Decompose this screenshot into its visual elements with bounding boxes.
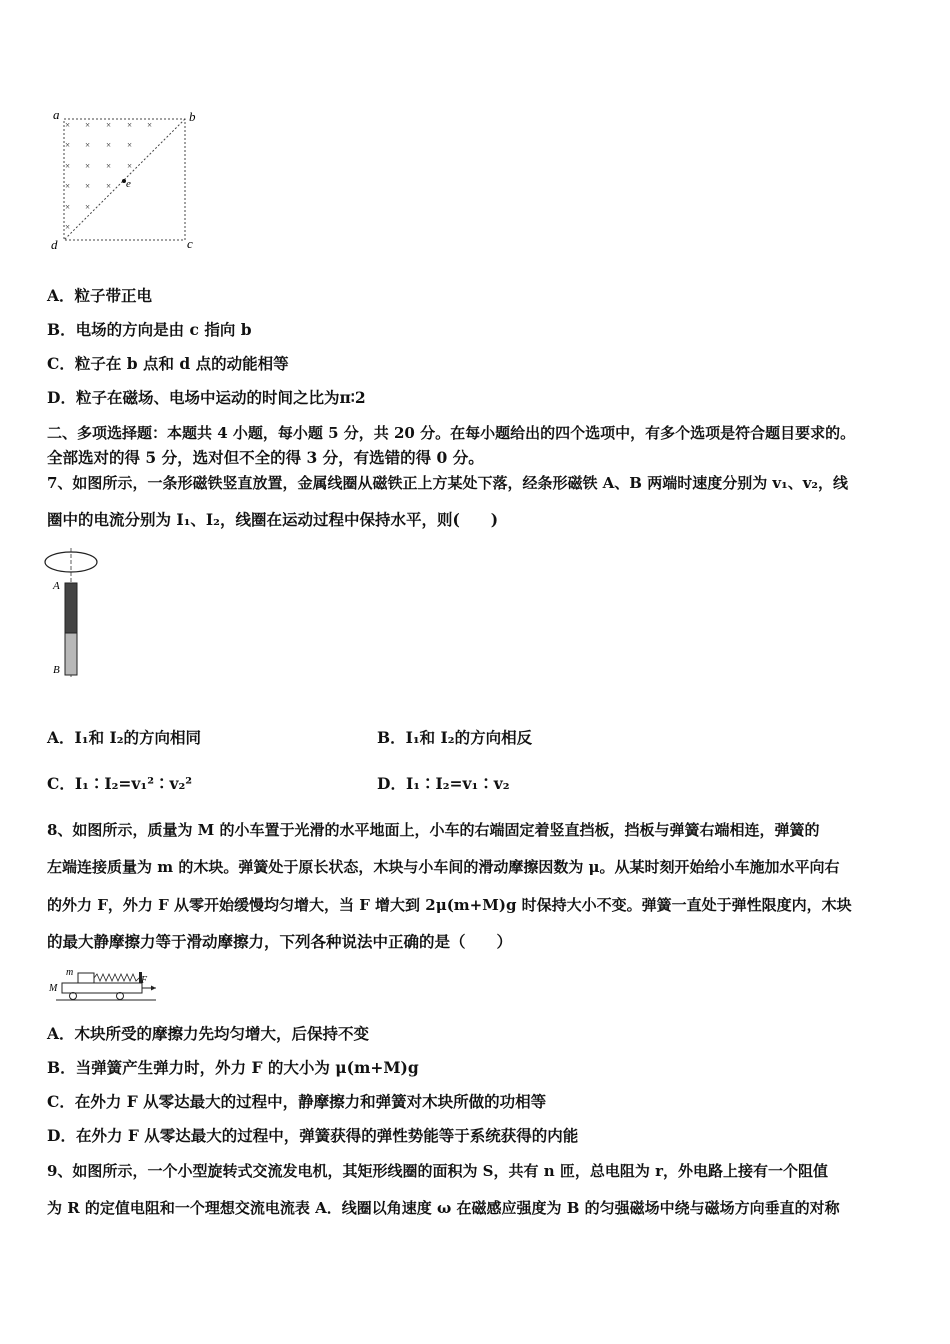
svg-text:×: × bbox=[65, 161, 71, 171]
svg-text:×: × bbox=[127, 140, 133, 150]
label-M: M bbox=[49, 983, 58, 994]
q9-stem-line1: 9、如图所示，一个小型旋转式交流发电机，其矩形线圈的面积为 S，共有 n 匝，总电阻为 r，外电路上接有一个阻值 bbox=[47, 1162, 828, 1180]
magnet-end-b bbox=[65, 633, 77, 675]
section2-heading-line2: 全部选对的得 5 分，选对但不全的得 3 分，有选错的得 0 分。 bbox=[47, 448, 484, 467]
label-B: B bbox=[53, 664, 60, 676]
svg-text:×: × bbox=[127, 161, 133, 171]
q6-option-c: C．粒子在 b 点和 d 点的动能相等 bbox=[47, 354, 289, 373]
q8-option-c: C．在外力 F 从零达最大的过程中，静摩擦力和弹簧对木块所做的功相等 bbox=[47, 1092, 547, 1111]
label-d: d bbox=[51, 237, 58, 252]
section2-heading-line1: 二、多项选择题：本题共 4 小题，每小题 5 分，共 20 分。在每小题给出的四个选项中，有多个选项是符合题目要求的。 bbox=[47, 424, 856, 442]
svg-text:×: × bbox=[85, 202, 91, 212]
q7-option-a: A．I₁和 I₂的方向相同 bbox=[47, 728, 202, 747]
svg-text:×: × bbox=[85, 140, 91, 150]
svg-text:×: × bbox=[65, 181, 71, 191]
label-c: c bbox=[187, 236, 193, 251]
figure-magnetic-field-square bbox=[48, 104, 208, 256]
svg-text:×: × bbox=[85, 161, 91, 171]
label-e: e bbox=[126, 178, 131, 190]
q8-stem-line4: 的最大静摩擦力等于滑动摩擦力，下列各种说法中正确的是（ ） bbox=[47, 932, 513, 951]
q7-option-b: B．I₁和 I₂的方向相反 bbox=[377, 728, 533, 747]
q7-option-c: C．I₁∶I₂=v₁²∶v₂² bbox=[47, 774, 193, 793]
q8-stem-line2: 左端连接质量为 m 的木块。弹簧处于原长状态，木块与小车间的滑动摩擦因数为 μ。从某时刻开始给小车施加水平向右 bbox=[47, 858, 840, 876]
svg-text:×: × bbox=[106, 140, 112, 150]
q8-stem-line3: 的外力 F，外力 F 从零开始缓慢均匀增大，当 F 增大到 2μ(m+M)g 时保持大小不变。弹簧一直处于弹性限度内，木块 bbox=[47, 896, 852, 914]
q7-stem-line2: 圈中的电流分别为 I₁、I₂，线圈在运动过程中保持水平，则( ) bbox=[47, 510, 499, 529]
figure-bar-magnet-coil bbox=[44, 545, 104, 680]
svg-text:×: × bbox=[65, 120, 71, 130]
field-crosses bbox=[65, 120, 152, 232]
q7-stem-line1: 7、如图所示，一条形磁铁竖直放置，金属线圈从磁铁正上方某处下落，经条形磁铁 A、B 两端时速度分别为 v₁、v₂，线 bbox=[47, 474, 848, 492]
q6-option-b: B．电场的方向是由 c 指向 b bbox=[47, 320, 252, 339]
wheel-right bbox=[117, 993, 124, 1000]
svg-text:×: × bbox=[106, 161, 112, 171]
q7-option-d: D．I₁∶I₂=v₁∶v₂ bbox=[377, 774, 510, 793]
svg-text:×: × bbox=[65, 202, 71, 212]
cart-body bbox=[62, 983, 142, 993]
svg-text:×: × bbox=[85, 181, 91, 191]
svg-text:×: × bbox=[106, 181, 112, 191]
q6-option-d: D．粒子在磁场、电场中运动的时间之比为π∶2 bbox=[47, 388, 366, 407]
force-arrowhead bbox=[151, 986, 156, 991]
svg-text:×: × bbox=[147, 120, 153, 130]
label-m: m bbox=[66, 967, 74, 978]
q8-option-a: A．木块所受的摩擦力先均匀增大，后保持不变 bbox=[47, 1024, 370, 1043]
svg-text:×: × bbox=[65, 222, 71, 232]
q8-stem-line1: 8、如图所示，质量为 M 的小车置于光滑的水平地面上，小车的右端固定着竖直挡板，挡板与弹簧右端相连，弹簧的 bbox=[47, 821, 820, 839]
label-b: b bbox=[189, 109, 196, 124]
q8-option-b: B．当弹簧产生弹力时，外力 F 的大小为 μ(m+M)g bbox=[47, 1058, 419, 1077]
svg-text:×: × bbox=[127, 120, 133, 130]
svg-text:×: × bbox=[85, 120, 91, 130]
figure-cart-spring bbox=[48, 964, 163, 1004]
wheel-left bbox=[70, 993, 77, 1000]
q6-option-a: A．粒子带正电 bbox=[47, 286, 153, 305]
block-m bbox=[78, 973, 94, 983]
label-F: F bbox=[141, 975, 148, 986]
magnet-end-a bbox=[65, 583, 77, 633]
svg-text:×: × bbox=[65, 140, 71, 150]
q9-stem-line2: 为 R 的定值电阻和一个理想交流电流表 A．线圈以角速度 ω 在磁感应强度为 B 的匀强磁场中绕与磁场方向垂直的对称 bbox=[47, 1199, 840, 1217]
svg-text:×: × bbox=[106, 120, 112, 130]
spring bbox=[94, 974, 139, 981]
q8-option-d: D．在外力 F 从零达最大的过程中，弹簧获得的弹性势能等于系统获得的内能 bbox=[47, 1126, 579, 1145]
label-a: a bbox=[53, 107, 60, 122]
label-A: A bbox=[53, 580, 60, 592]
